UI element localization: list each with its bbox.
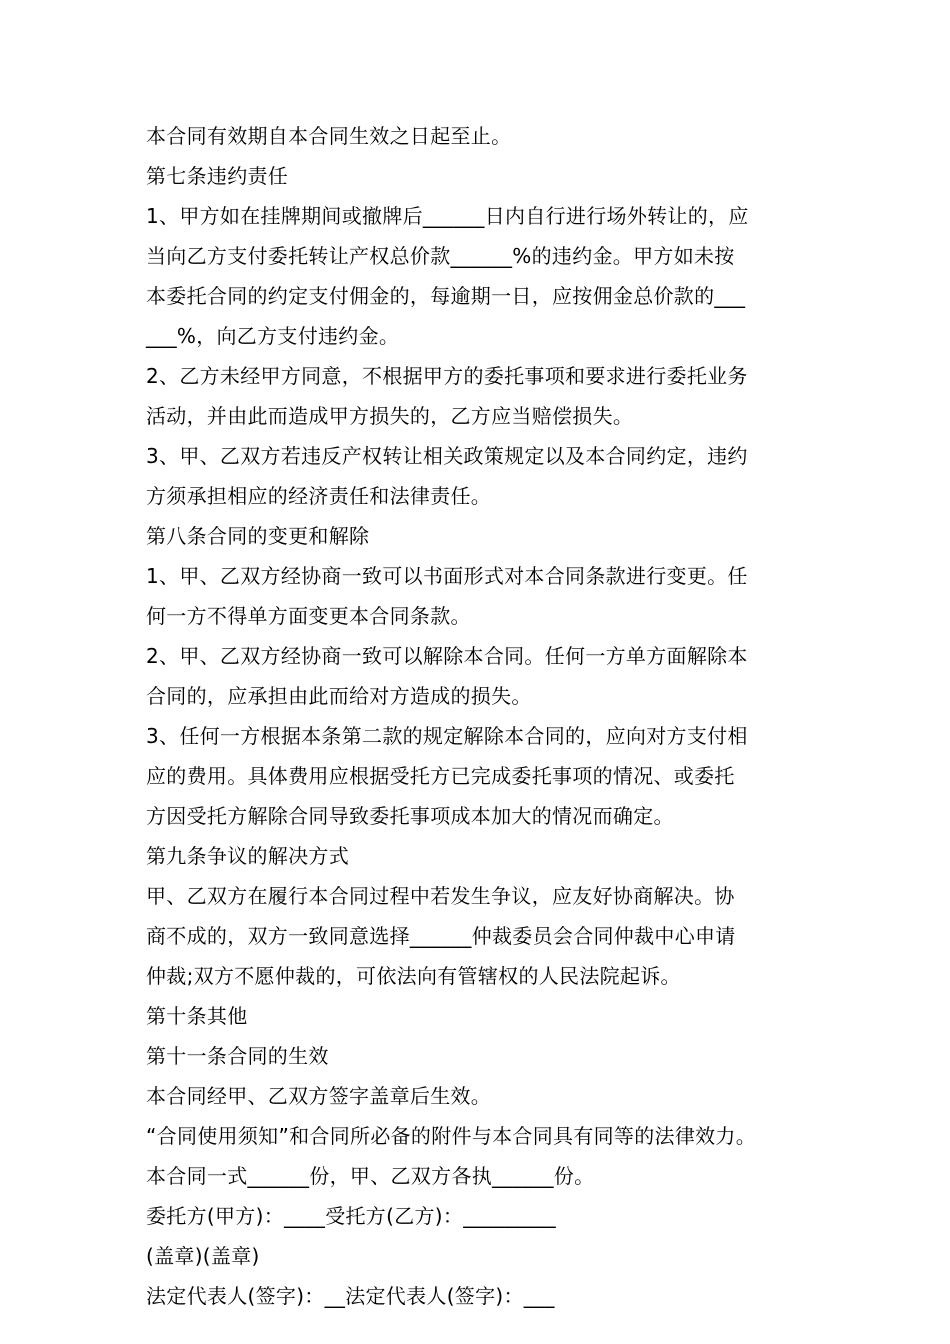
text-line: 仲裁;双方不愿仲裁的，可依法向有管辖权的人民法院起诉。: [146, 964, 681, 988]
text-line: 活动，并由此而造成甲方损失的，乙方应当赔偿损失。: [146, 404, 634, 428]
text-line: 本合同有效期自本合同生效之日起至止。: [146, 124, 512, 148]
section-heading: 第八条合同的变更和解除: [146, 524, 370, 548]
seal-line: (盖章)(盖章): [146, 1244, 260, 1268]
text-line: 当向乙方支付委托转让产权总价款______%的违约金。甲方如未按: [146, 244, 735, 268]
text-line: 应的费用。具体费用应根据受托方已完成委托事项的情况、或委托: [146, 764, 735, 788]
text-line: 方须承担相应的经济责任和法律责任。: [146, 484, 492, 508]
text-line: 商不成的，双方一致同意选择______仲裁委员会合同仲裁中心申请: [146, 924, 736, 948]
section-heading: 第七条违约责任: [146, 164, 289, 188]
section-heading: 第十一条合同的生效: [146, 1044, 329, 1068]
section-heading: 第九条争议的解决方式: [146, 844, 349, 868]
text-line: 何一方不得单方面变更本合同条款。: [146, 604, 471, 628]
text-line: “合同使用须知”和合同所必备的附件与本合同具有同等的法律效力。: [146, 1124, 757, 1148]
text-line: 2、甲、乙双方经协商一致可以解除本合同。任何一方单方面解除本: [146, 644, 748, 668]
text-line: 1、甲、乙双方经协商一致可以书面形式对本合同条款进行变更。任: [146, 564, 748, 588]
text-line: 3、任何一方根据本条第二款的规定解除本合同的，应向对方支付相: [146, 724, 748, 748]
document-page: [146, 116, 826, 1316]
text-line: 方因受托方解除合同导致委托事项成本加大的情况而确定。: [146, 804, 674, 828]
text-line: 甲、乙双方在履行本合同过程中若发生争议，应友好协商解决。协: [146, 884, 735, 908]
text-line: 本合同一式______份，甲、乙双方各执______份。: [146, 1164, 595, 1188]
text-line: 本合同经甲、乙双方签字盖章后生效。: [146, 1084, 492, 1108]
text-line: ___%，向乙方支付违约金。: [146, 324, 400, 348]
text-line: 本委托合同的约定支付佣金的，每逾期一日，应按佣金总价款的___: [146, 284, 746, 308]
text-line: 1、甲方如在挂牌期间或撤牌后______日内自行进行场外转让的，应: [146, 204, 749, 228]
signature-line: 法定代表人(签字)：__法定代表人(签字)：___: [146, 1284, 555, 1308]
signature-line: 委托方(甲方)：____受托方(乙方)：_________: [146, 1204, 556, 1228]
text-line: 3、甲、乙双方若违反产权转让相关政策规定以及本合同约定，违约: [146, 444, 748, 468]
text-line: 2、乙方未经甲方同意，不根据甲方的委托事项和要求进行委托业务: [146, 364, 748, 388]
text-line: 合同的，应承担由此而给对方造成的损失。: [146, 684, 532, 708]
section-heading: 第十条其他: [146, 1004, 248, 1028]
